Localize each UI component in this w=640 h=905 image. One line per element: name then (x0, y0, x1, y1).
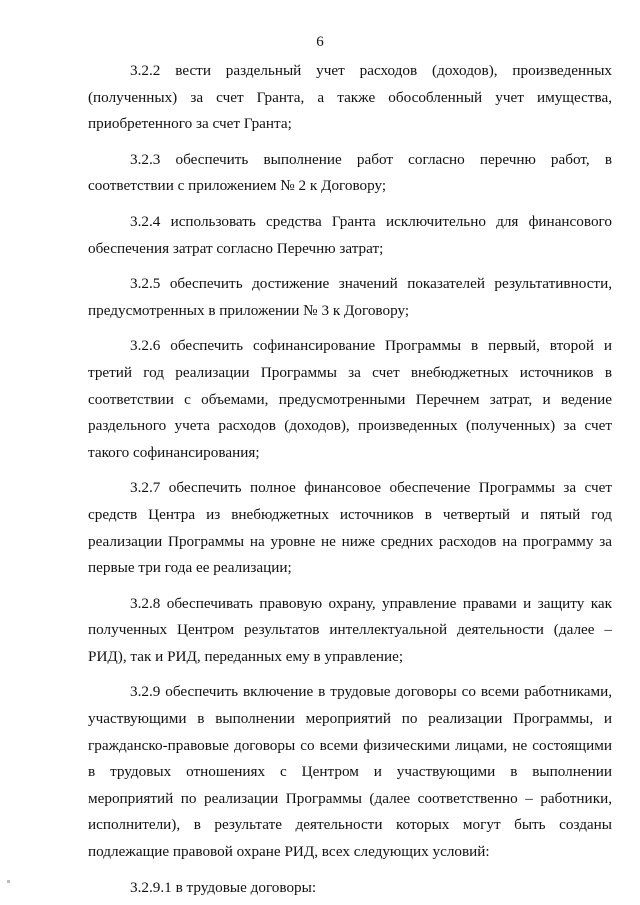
clause-3-2-5: 3.2.5 обеспечить достижение значений показателей результативности, предусмотренных в приложении № 3 к Договору; (88, 275, 612, 319)
document-body (88, 58, 612, 901)
clause-3-2-4: 3.2.4 использовать средства Гранта исключительно для финансового обеспечения затрат согласно Перечню затрат; (88, 212, 612, 257)
clause-3-2-2: 3.2.2 вести раздельный учет расходов (доходов), произведенных (полученных) за счет Гранта, а также обособленный учет имущества, приобретенного за счет Гранта; (88, 62, 612, 133)
scan-speck (7, 880, 10, 883)
page-number: 6 (316, 34, 324, 50)
clause-3-2-8: 3.2.8 обеспечивать правовую охрану, управление правами и защиту как полученных Центром результатов интеллектуальной деятельности (далее – РИД), так и РИД, переданных ему в управление; (88, 594, 612, 665)
clause-3-2-9: 3.2.9 обеспечить включение в трудовые договоры со всеми работниками, участвующими в выполнении мероприятий по реализации Программы, и гражданско-правовые договоры со всеми физическими лицами, не состоящими в трудовых отношениях с Центром и участвующими в выполнении мероприятий по реализации Программы (далее соответственно – работники, исполнители), в результате деятельности которых могут быть созданы подлежащие правовой охране РИД, всех следующих условий: (88, 683, 612, 861)
clause-3-2-6: 3.2.6 обеспечить софинансирование Программы в первый, второй и третий год реализации Программы за счет внебюджетных источников в соответствии с объемами, предусмотренными Перечнем затрат, и ведение раздельного учета расходов (доходов), произведенных (полученных) за счет такого софинансирования; (88, 337, 612, 461)
clause-3-2-7: 3.2.7 обеспечить полное финансовое обеспечение Программы за счет средств Центра из внебюджетных источников в четвертый и пятый год реализации Программы на уровне не ниже средних расходов на программу за первые три года ее реализации; (88, 479, 612, 577)
clause-3-2-3: 3.2.3 обеспечить выполнение работ согласно перечню работ, в соответствии с приложением № 2 к Договору; (88, 150, 612, 195)
clause-3-2-9-1: 3.2.9.1 в трудовые договоры: (130, 878, 317, 896)
